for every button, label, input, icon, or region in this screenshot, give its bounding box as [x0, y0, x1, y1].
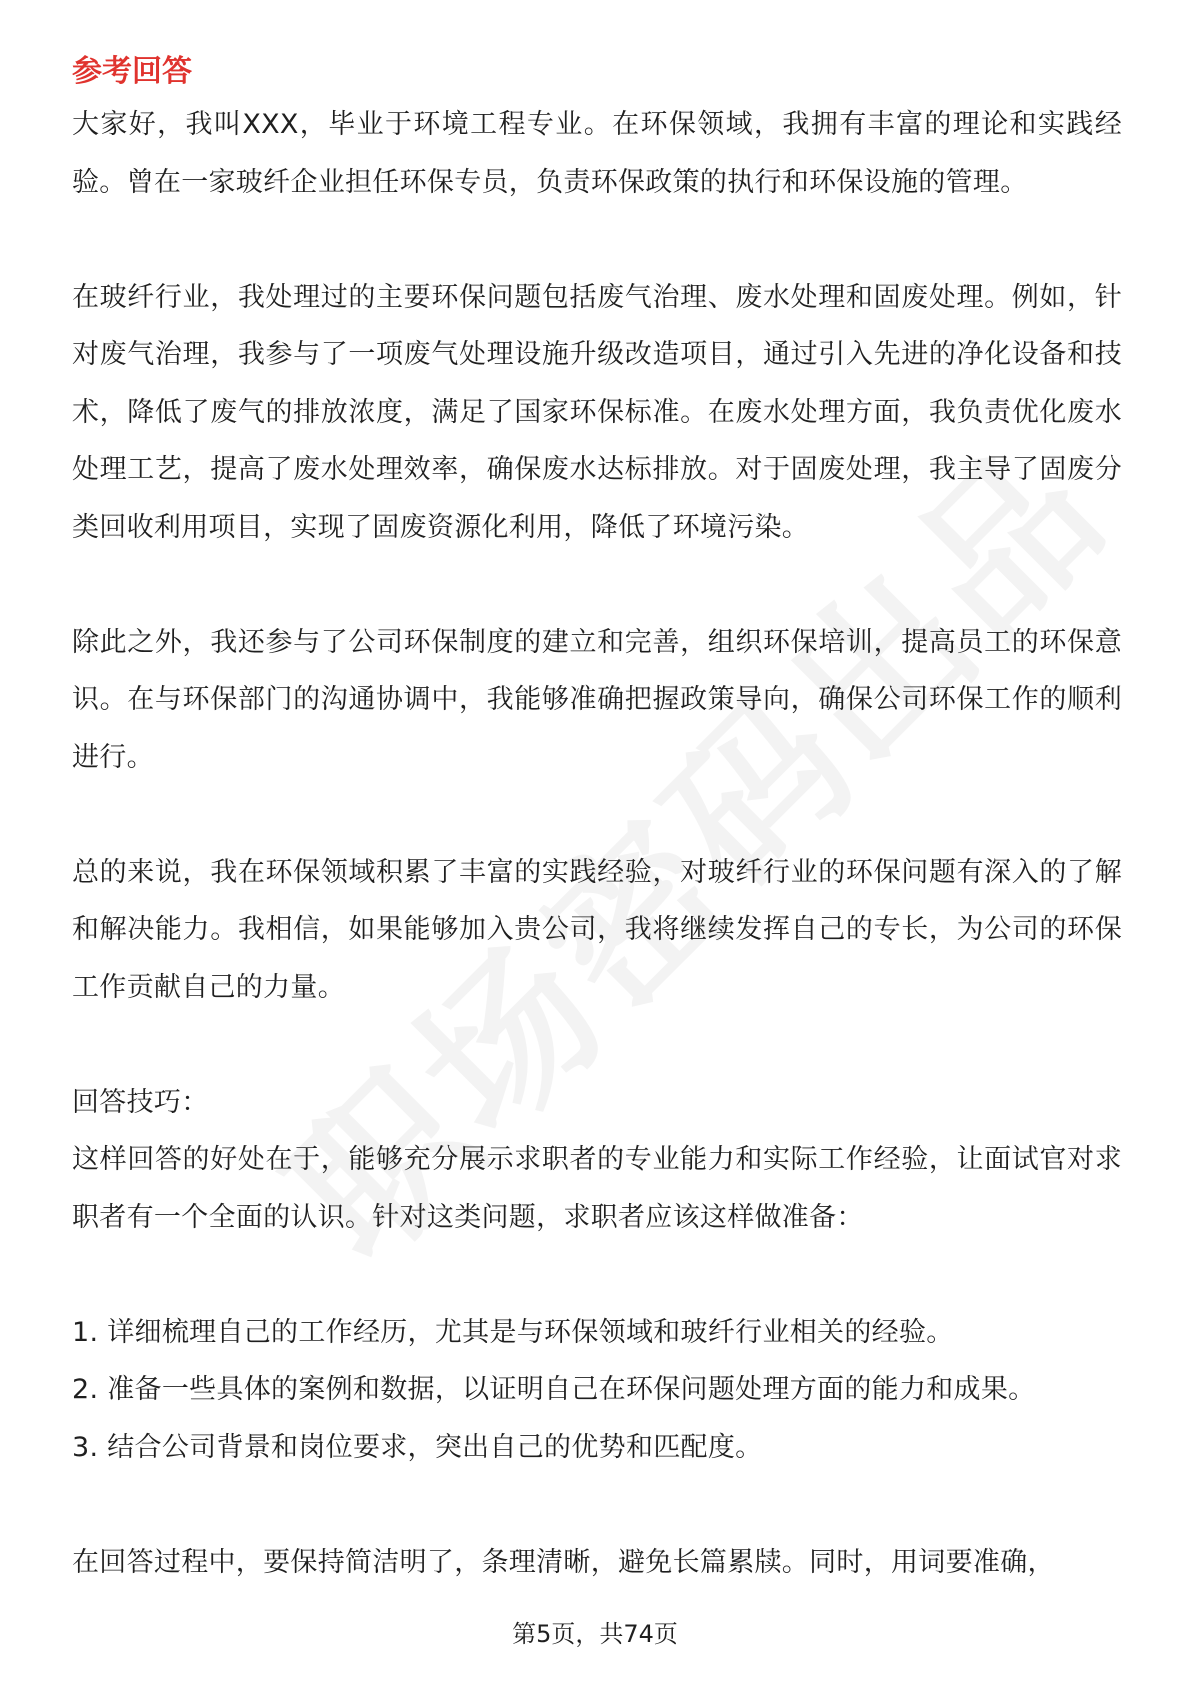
list-item: 1. 详细梳理自己的工作经历，尤其是与环保领域和玻纤行业相关的经验。: [72, 1316, 954, 1348]
list-item: 2. 准备一些具体的案例和数据，以证明自己在环保问题处理方面的能力和成果。: [72, 1374, 1036, 1405]
paragraph-additional: 除此之外，我还参与了公司环保制度的建立和完善，组织环保培训，提高员工的环保意识。在与环保部门的沟通协调中，我能够准确把握政策导向，确保公司环保工作的顺利进行。: [72, 626, 1122, 773]
page-content: [72, 48, 1122, 1591]
paragraph-tips: 这样回答的好处在于，能够充分展示求职者的专业能力和实际工作经验，让面试官对求职者有一个全面的认识。针对这类问题，求职者应该这样做准备：: [72, 1144, 1122, 1233]
paragraph-experience: 在玻纤行业，我处理过的主要环保问题包括废气治理、废水处理和固废处理。例如，针对废气治理，我参与了一项废气处理设施升级改造项目，通过引入先进的净化设备和技术，降低了废气的排放浓度，满足了国家环保标准。在废水处理方面，我负责优化废水处理工艺，提高了废水处理效率，确保废水达标排放。对于固废处理，我主导了固废分类回收利用项目，实现了固废资源化利用，降低了环境污染。: [72, 281, 1122, 543]
page-number: 第5页，共74页: [512, 1620, 678, 1648]
section-heading: 参考回答: [72, 54, 192, 89]
paragraph-summary: 总的来说，我在环保领域积累了丰富的实践经验，对玻纤行业的环保问题有深入的了解和解决能力。我相信，如果能够加入贵公司，我将继续发挥自己的专长，为公司的环保工作贡献自己的力量。: [72, 856, 1122, 1003]
paragraph-closing: 在回答过程中，要保持简洁明了，条理清晰，避免长篇累牍。同时，用词要准确，: [72, 1546, 1055, 1578]
list-item: 3. 结合公司背景和岗位要求，突出自己的优势和匹配度。: [72, 1431, 763, 1463]
paragraph-intro: 大家好，我叫XXX，毕业于环境工程专业。在环保领域，我拥有丰富的理论和实践经验。曾在一家玻纤企业担任环保专员，负责环保政策的执行和环保设施的管理。: [72, 109, 1122, 198]
tips-label: 回答技巧：: [72, 1086, 209, 1118]
